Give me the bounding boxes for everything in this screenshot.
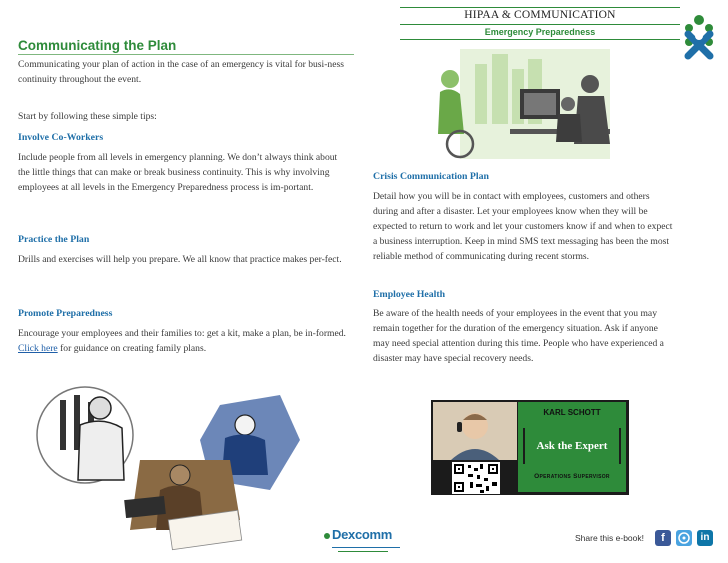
header-rule-bottom (400, 24, 680, 25)
body-crisis-communication: Detail how you will be in contact with employees, customers and others during and after a disaster. Let your employees know when they will be expected to return to work and let your customers know if and when to expect a business interruption. Keep in mind SMS text messaging has been the most reliable method of communicating during recent storms. (373, 191, 673, 262)
heading-involve-coworkers: Involve Co-Workers (18, 132, 104, 143)
twitter-icon[interactable] (676, 530, 692, 546)
business-people-illustration (30, 380, 330, 555)
title-rule (18, 54, 354, 55)
heading-employee-health: Employee Health (373, 289, 446, 300)
header-rule-top (400, 7, 680, 8)
dexcomm-logo-text: Dexcomm (332, 527, 393, 542)
expert-photo (433, 402, 517, 460)
heading-practice-plan: Practice the Plan (18, 234, 90, 245)
tips-intro: Start by following these simple tips: (18, 111, 157, 122)
page-title: Communicating the Plan (18, 38, 177, 53)
ask-expert-button[interactable]: Ask the Expert (536, 440, 608, 452)
heading-crisis-communication: Crisis Communication Plan (373, 171, 489, 182)
header-title: HIPAA & COMMUNICATION (464, 9, 616, 21)
intro-paragraph: Communicating your plan of action in the case of an emergency is vital for busi-ness continuity throughout the event. (18, 59, 344, 85)
expert-role: Operations Supervisor (534, 473, 610, 480)
promote-text-after: for guidance on creating family plans. (60, 343, 207, 354)
office-illustration (420, 44, 630, 164)
qr-code[interactable] (452, 462, 500, 494)
heading-promote-preparedness: Promote Preparedness (18, 308, 113, 319)
facebook-icon[interactable]: f (655, 530, 671, 546)
family-plans-link[interactable]: Click here (18, 343, 58, 354)
linkedin-icon[interactable]: in (697, 530, 713, 546)
body-employee-health: Be aware of the health needs of your employees in the event that you may remain together for the duration of the emergency situation. Ask if anyone may need special attention during this time. People who have experienced a disaster may have special recovery needs. (373, 308, 664, 364)
header-subtitle: Emergency Preparedness (484, 27, 596, 37)
body-practice-plan: Drills and exercises will help you prepare. We all know that practice makes per-fect. (18, 254, 342, 265)
body-involve-coworkers: Include people from all levels in emergency planning. We don’t always think about the little things that can make or break business continuity. This is why involving employees at all levels in the Emergency Preparedness process is im-portant. (18, 152, 338, 193)
header-rule-sub (400, 39, 680, 40)
body-promote-preparedness (18, 326, 350, 356)
expert-name: KARL SCHOTT (543, 408, 601, 417)
corner-logo-icon (683, 12, 715, 60)
promote-text-before: Encourage your employees and their families to: get a kit, make a plan, be in-formed. (18, 328, 346, 339)
share-label: Share this e-book! (575, 533, 644, 543)
